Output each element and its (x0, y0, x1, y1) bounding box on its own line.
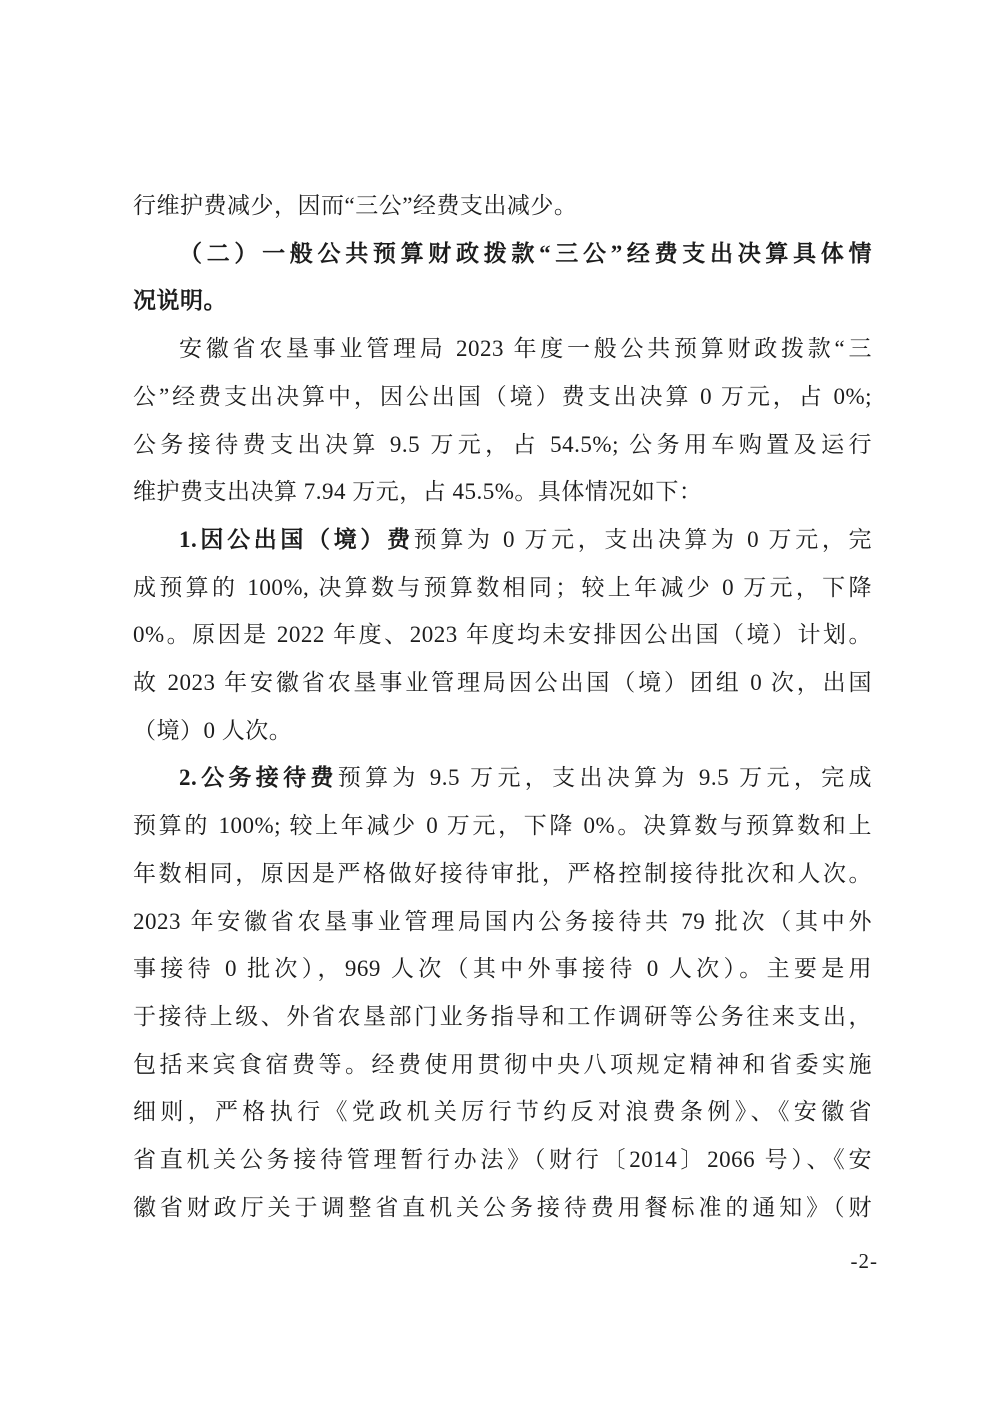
text-line (133, 993, 872, 1041)
text-segment: 安徽省农垦事业管理局 2023 年度一般公共预算财政拨款“三 (179, 336, 872, 362)
text-segment: 行维护费减少，因而“三公”经费支出减少。 (133, 193, 578, 218)
text-line (133, 1041, 872, 1089)
text-line (133, 802, 872, 850)
text-line (133, 182, 872, 230)
bold-text-segment: 况说明。 (133, 288, 227, 314)
text-segment: 成预算的 100%, 决算数与预算数相同；较上年减少 0 万元，下降 (133, 574, 872, 600)
text-segment: 徽省财政厅关于调整省直机关公务接待费用餐标准的通知》（财 (133, 1194, 872, 1220)
text-line (133, 468, 872, 516)
text-segment: 事接待 0 批次），969 人次（其中外事接待 0 人次）。主要是用 (133, 956, 872, 982)
text-line (133, 516, 872, 564)
text-line (133, 754, 872, 802)
text-line (133, 945, 872, 993)
text-line (133, 611, 872, 659)
text-segment: 预算的 100%; 较上年减少 0 万元，下降 0%。决算数与预算数和上 (133, 813, 872, 839)
text-segment: 公”经费支出决算中，因公出国（境）费支出决算 0 万元，占 0%; (133, 383, 872, 409)
text-segment: 预算为 0 万元，支出决算为 0 万元，完 (413, 526, 873, 552)
text-line (133, 659, 872, 707)
document-body (133, 182, 872, 1231)
text-segment: 于接待上级、外省农垦部门业务指导和工作调研等公务往来支出， (133, 1003, 872, 1029)
bold-text-segment: （二）一般公共预算财政拨款“三公”经费支出决算具体情 (179, 240, 872, 266)
text-line (133, 1184, 872, 1232)
bold-text-segment: 1.因公出国（境）费 (179, 526, 414, 552)
text-line (133, 898, 872, 946)
text-line (133, 230, 872, 278)
text-line (133, 325, 872, 373)
bold-text-segment: 2.公务接待费 (179, 765, 338, 791)
text-line (133, 277, 872, 325)
page-number: -2- (850, 1249, 878, 1273)
text-segment: 0%。原因是 2022 年度、2023 年度均未安排因公出国（境）计划。 (133, 622, 872, 648)
text-line (133, 564, 872, 612)
text-segment: 年数相同，原因是严格做好接待审批，严格控制接待批次和人次。 (133, 860, 872, 886)
text-line (133, 707, 872, 755)
text-segment: 维护费支出决算 7.94 万元，占 45.5%。具体情况如下： (133, 479, 703, 505)
text-segment: 细则，严格执行《党政机关厉行节约反对浪费条例》、《安徽省 (133, 1099, 872, 1125)
text-segment: 2023 年安徽省农垦事业管理局国内公务接待共 79 批次（其中外 (133, 908, 873, 934)
text-segment: 公务接待费支出决算 9.5 万元，占 54.5%; 公务用车购置及运行 (133, 431, 872, 457)
text-line (133, 850, 872, 898)
text-segment: （境）0 人次。 (133, 717, 293, 743)
text-segment: 省直机关公务接待管理暂行办法》（财行〔2014〕2066 号）、《安 (133, 1147, 872, 1173)
text-line (133, 1088, 872, 1136)
text-segment: 包括来宾食宿费等。经费使用贯彻中央八项规定精神和省委实施 (133, 1051, 872, 1077)
text-line (133, 1136, 872, 1184)
text-line (133, 421, 872, 469)
text-segment: 预算为 9.5 万元，支出决算为 9.5 万元，完成 (337, 765, 873, 791)
text-line (133, 373, 872, 421)
text-segment: 故 2023 年安徽省农垦事业管理局因公出国（境）团组 0 次，出国 (133, 670, 872, 696)
